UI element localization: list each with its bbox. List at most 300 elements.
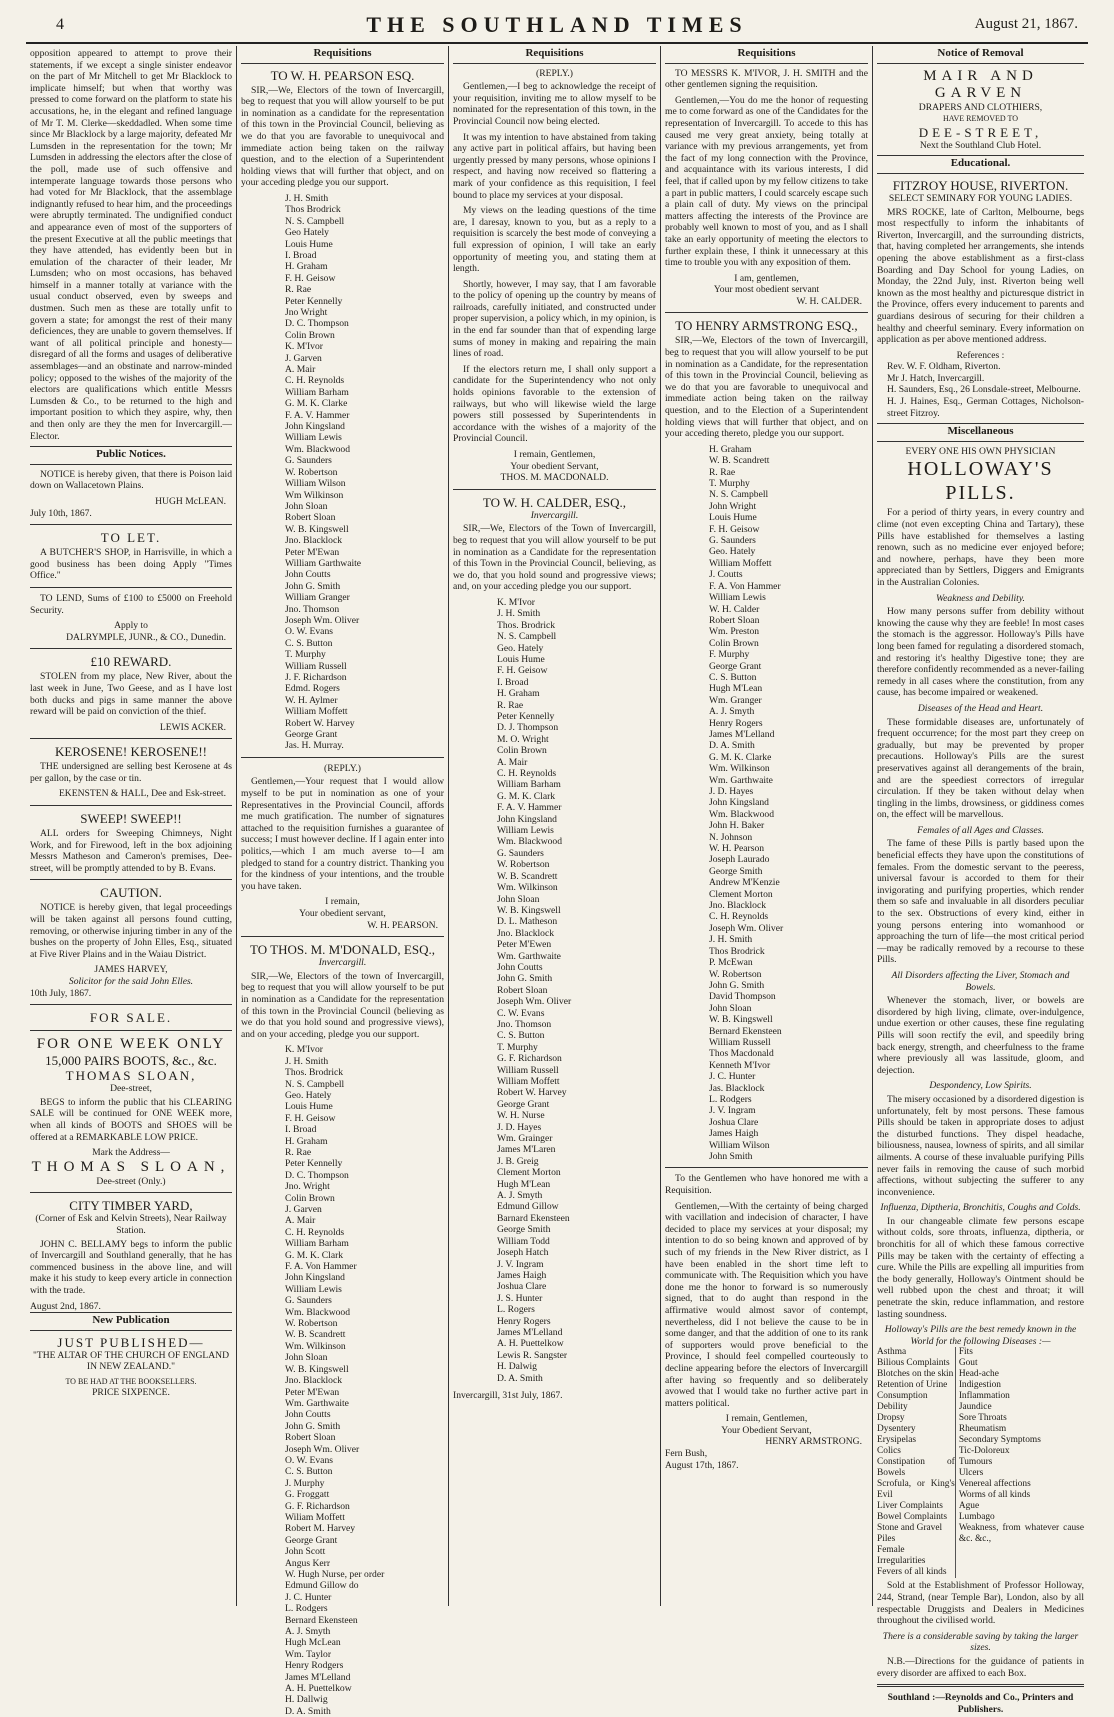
price-line: PRICE SIXPENCE.: [92, 1387, 170, 1399]
holloway-heading: HOLLOWAY'S PILLS.: [907, 458, 1054, 505]
armstrong-obedient: Your Obedient Servant,: [721, 1424, 812, 1436]
new-publication-heading: New Publication: [30, 1312, 232, 1331]
signatory-name: A. Mair: [285, 1215, 316, 1227]
requisitions-heading-2: Requisitions: [241, 46, 444, 64]
pearson-signatories: [241, 193, 444, 752]
macdonald-signature: THOS. M. MACDONALD.: [500, 472, 609, 484]
armstrong-place: Fern Bush,: [665, 1448, 708, 1460]
signatory-name: George Smith: [497, 1224, 551, 1236]
signatory-name: John Coutts: [285, 1409, 331, 1421]
disease-item: Asthma: [877, 1347, 907, 1358]
to-gentlemen-heading: To the Gentlemen who have honored me with a Requisition.: [665, 1173, 868, 1196]
pearson-reply-body: Gentlemen,—Your request that I would allow myself to be put in nomination as one of your Representatives in the Provincial Council, affords me much gratification. The number of signatures attached to the requisition furnishes a guarantee of success; I must however decline. If I again enter into politics,—which I am much averse to—I am pledged to stand for a country district. Thanking you for the kindness of your intentions, and the trouble you have taken.: [241, 776, 444, 892]
signatory-name: George Grant: [285, 1534, 338, 1546]
signatory-name: Peter Kennelly: [285, 295, 343, 307]
page-columns: [26, 46, 1088, 1717]
signatory-name: Henry Rodgers: [285, 1660, 344, 1672]
masthead: [26, 10, 1088, 44]
macdonald-reply-p1: Gentlemen,—I beg to acknowledge the receipt of your requisition, inviting me to allow myself to be nominated for the representation of this town, in the Provincial Council now being elected.: [453, 81, 656, 127]
signatory-name: Bernard Ekensteen: [285, 1614, 358, 1626]
signatory-name: John G. Smith: [497, 973, 553, 985]
armstrong-date: August 17th, 1867.: [665, 1459, 739, 1471]
signatory-name: D. L. Matheson: [497, 916, 558, 928]
signatory-name: John Scott: [285, 1546, 326, 1558]
disease-item: Tumours: [958, 1457, 993, 1468]
signatory-name: Jas. Blacklock: [709, 1082, 765, 1094]
signatory-name: William Barham: [497, 779, 561, 791]
printer-imprint: Southland :—Reynolds and Co., Printers and Publishers.: [887, 1692, 1074, 1715]
disease-item: Indigestion: [958, 1380, 1001, 1391]
sloan-big-name: THOMAS SLOAN,: [31, 1158, 231, 1175]
signatory-name: I. Broad: [285, 1124, 317, 1136]
signatory-name: Joseph Wm. Oliver: [497, 996, 572, 1008]
signatory-name: Louis Hume: [497, 653, 545, 665]
signatory-name: John Sloan: [285, 500, 328, 512]
signatory-name: K. M'Ivor: [285, 341, 323, 353]
signatory-name: William Granger: [285, 592, 350, 604]
signatory-name: Jno. Blacklock: [709, 900, 767, 912]
pearson-reply-label: (REPLY.): [324, 762, 361, 774]
reference-item: H. J. Haines, Esq., German Cottages, Nicholson-street Fitzroy.: [887, 396, 1084, 419]
disease-item: Scrofula, or King's Evil: [877, 1479, 955, 1501]
disease-item: Sore Throats: [958, 1413, 1007, 1424]
to-calder-place: Invercargill.: [530, 509, 579, 521]
signatory-name: F. H. Geisow: [285, 1112, 336, 1124]
signatory-name: D. J. Thompson: [497, 722, 559, 734]
signatory-name: John G. Smith: [709, 979, 765, 991]
signatory-name: A. H. Puettelkow: [285, 1683, 352, 1695]
signatory-name: Geo. Hately: [497, 642, 544, 654]
sweep-heading: SWEEP! SWEEP!!: [80, 811, 182, 827]
signatory-name: Jno. Thomson: [285, 603, 340, 615]
signatory-name: Geo. Hately: [709, 546, 756, 558]
signatory-name: W. B. Scandrett: [285, 1329, 346, 1341]
signatory-name: A. J. Smyth: [709, 706, 755, 718]
to-calder-heading: TO W. H. CALDER, ESQ.,: [482, 494, 627, 510]
signatory-name: Colin Brown: [285, 329, 335, 341]
holloway-sub7: Holloway's Pills are the best remedy known in the World for the following Diseases :—: [884, 1324, 1077, 1347]
signatory-name: J. H. Smith: [285, 1055, 329, 1067]
signatory-name: Geo Hately: [285, 227, 329, 239]
signatory-name: W. Hugh Nurse, per order: [285, 1569, 385, 1580]
signatory-name: James Haigh: [497, 1269, 547, 1281]
macdonald-reply-p5: If the electors return me, I shall only support a candidate for the Superintendency who not only holds opinions favorable to the extension of railways, but who will likewise wield the large powers still possessed by Superintendents in accordance with the wishes of a majority of the Provincial Council.: [453, 363, 656, 445]
signatory-name: Jno Wright: [285, 307, 328, 318]
signatory-name: William Todd: [497, 1235, 550, 1247]
sloan-body: BEGS to inform the public that his CLEARING SALE will be continued for ONE WEEK more, when all kinds of BOOTS and SHOES will be offered at a REMARKABLE LOW PRICE.: [30, 1096, 232, 1143]
signatory-name: John G. Smith: [285, 1420, 341, 1432]
signatory-name: N. S. Campbell: [285, 1078, 345, 1090]
signatory-name: Clement Morton: [709, 888, 773, 900]
signatory-name: George Grant: [497, 1098, 550, 1110]
signatory-name: L. Rodgers: [285, 1603, 328, 1615]
signatory-name: J. H. Smith: [285, 192, 329, 204]
signatory-name: H. Graham: [709, 443, 752, 455]
signatory-name: Wm. Garthwaite: [285, 1397, 349, 1409]
signatory-name: James M'Laren: [497, 1144, 556, 1156]
signatory-name: Thos. Brodrick: [285, 1067, 344, 1079]
macdonald-reply-label: (REPLY.): [536, 67, 573, 79]
signatory-name: A. Mair: [285, 364, 316, 376]
removal-heading: Notice of Removal: [877, 46, 1084, 64]
signatory-name: D. A. Smith: [497, 1372, 543, 1384]
removed-line: HAVE REMOVED TO: [942, 114, 1019, 124]
signatory-name: H. Graham: [497, 688, 540, 700]
signatory-name: J. C. Hunter: [709, 1071, 756, 1083]
signatory-name: J. H. Smith: [709, 934, 753, 946]
signatory-name: John Kingsland: [285, 421, 345, 433]
signatory-name: H. Graham: [285, 261, 328, 273]
signatory-name: H. Graham: [285, 1135, 328, 1147]
disease-item: Fevers of all kinds: [877, 1567, 947, 1578]
poison-signature: HUGH McLEAN.: [155, 495, 226, 507]
signatory-name: G. Saunders: [285, 1295, 332, 1307]
signatory-name: W. H. Aylmer: [285, 694, 338, 706]
signatory-name: Robert Sloan: [285, 512, 336, 524]
holloway-sub4: All Disorders affecting the Liver, Stomach and Bowels.: [891, 970, 1070, 993]
signatory-name: Wiliam Moffett: [285, 1511, 345, 1523]
signatory-name: J. D. Hayes: [497, 1121, 542, 1133]
signatory-name: Lewis R. Sangster: [497, 1349, 568, 1361]
calder-reply-body: Gentlemen,—You do me the honor of requesting me to come forward as one of the Candidates for the representation of Invercargill. To accede to this has caused me very great anxiety, being totally at variance with my previous arrangements, yet from the fact of my long connection with the Province, and acquaintance with its various interests, I did feel, that if called upon by my fellow citizens to take a part in public matters, I could scarcely escape such a plain call of duty. My views on the principal matters affecting the interests of the Province are probably well known to most of you, and as I shall take an early opportunity of meeting the electors to further explain these, I think it unnecessary at this time to trouble you with any exposition of them.: [665, 94, 868, 269]
signatory-name: James M'Lelland: [285, 1671, 351, 1683]
signatory-name: Robert Sloan: [285, 1432, 336, 1444]
signatory-name: Wm. Preston: [709, 626, 760, 638]
holloway-nb: N.B.—Directions for the guidance of patients in every disorder are affixed to each Box.: [877, 1655, 1084, 1679]
signatory-name: W. Robertson: [497, 859, 550, 871]
signatory-name: David Thompson: [709, 991, 776, 1003]
signatory-name: W. Robertson: [285, 466, 338, 478]
signatory-name: William Russell: [709, 1036, 771, 1048]
signatory-name: John Wright: [709, 500, 757, 512]
signatory-name: John Sloan: [497, 893, 540, 905]
signatory-name: William Moffett: [285, 706, 348, 718]
signatory-name: Thos. Brodrick: [497, 619, 556, 631]
diseases-table: [877, 1347, 1084, 1578]
disease-item: Ague: [958, 1501, 980, 1512]
disease-item: Female Irregularities: [877, 1545, 926, 1567]
signatory-name: F. H. Geisow: [285, 272, 336, 284]
macdonald-requisition: SIR,—We, Electors of the town of Invercargill, beg to request that you will allow yourself to be put in nomination as a Candidate for the representation of this town in the Provincial Council (believing as we do that you hold sound and progressive views), and on your acceding, pledge you our support.: [241, 970, 444, 1040]
signatory-name: W. H. Pearson: [709, 843, 765, 855]
signatory-name: Colin Brown: [497, 745, 547, 757]
signatory-name: Joshua Clare: [497, 1281, 547, 1293]
signatory-name: N. S. Campbell: [497, 631, 557, 643]
signatory-name: W. B. Scandrett: [497, 870, 558, 882]
signatory-name: N. S. Campbell: [285, 215, 345, 227]
drapers-line: DRAPERS AND CLOTHIERS,: [918, 101, 1043, 113]
signatory-name: M. O. Wright: [497, 733, 549, 745]
signatory-name: W. Robertson: [709, 968, 762, 980]
disease-item: Bowel Complaints: [877, 1512, 948, 1523]
seminary-heading: SELECT SEMINARY FOR YOUNG LADIES.: [888, 192, 1073, 204]
signatory-name: G. Saunders: [497, 847, 544, 859]
signatory-name: A. H. Puettelkow: [497, 1338, 564, 1350]
signatory-name: W. B. Kingswell: [497, 904, 561, 916]
miscellaneous-heading: Miscellaneous: [877, 423, 1084, 442]
signatory-name: Wm. Blackwood: [497, 836, 563, 848]
calder-requisition: SIR,—We, Electors of the Town of Invercargill, beg to request that you will allow yourself to be put in nomination as a Candidate for the representation of this Town in the Provincial Council, believing, as we do, that you hold sound and progressive views; and, on your acceding pledge you our support.: [453, 523, 656, 593]
to-macdonald-heading: TO THOS. M. M'DONALD, ESQ.,: [250, 942, 435, 958]
kerosene-heading: KEROSENE! KEROSENE!!: [54, 744, 207, 760]
signatory-name: William Russell: [497, 1064, 559, 1076]
signatory-name: Joshua Clare: [709, 1116, 759, 1128]
caution-date: 10th July, 1867.: [30, 987, 92, 999]
signatory-name: G. M. K. Clark: [497, 790, 556, 802]
disease-item: Stone and Gravel: [877, 1523, 943, 1534]
signatory-name: Thos Macdonald: [709, 1048, 774, 1060]
signatory-name: C. S. Button: [709, 671, 757, 683]
signatory-name: William Lewis: [497, 825, 554, 837]
pearson-obedient: Your obedient servant,: [299, 907, 386, 919]
signatory-name: Edmund Gillow do: [285, 1580, 359, 1592]
signatory-name: Colin Brown: [285, 1192, 335, 1204]
to-mivor-heading: TO MESSRS K. M'IVOR, J. H. SMITH and the other gentlemen signing the requisition.: [665, 67, 868, 91]
signatory-name: W. B. Scandrett: [709, 455, 770, 467]
signatory-name: K. M'Ivor: [497, 596, 535, 608]
disease-item: Consumption: [877, 1391, 928, 1402]
signatory-name: G. Froggatt: [285, 1489, 330, 1501]
signatory-name: Wm Wilkinson: [285, 489, 344, 501]
signatory-name: Wm. Garthwaite: [709, 774, 773, 786]
disease-item: Retention of Urine: [877, 1380, 948, 1391]
signatory-name: N. Johnson: [709, 831, 753, 843]
signatory-name: Joseph Wm. Oliver: [285, 1443, 360, 1455]
pearson-requisition: SIR,—We, Electors of the town of Invercargill, beg to request that you will allow yourself to be put in nomination as a candidate for the representation of this town in the Provincial Council, believing as we do that you are favorable to unequivocal and immediate action being taken on the railway question, and to the election of a Superintendent holding views that will further that object, and on your acceding pledge you our support.: [241, 84, 444, 189]
to-armstrong-heading: TO HENRY ARMSTRONG ESQ.,: [675, 318, 858, 334]
signatory-name: C. H. Reynolds: [709, 911, 769, 923]
holloway-sub2: Diseases of the Head and Heart.: [917, 702, 1044, 714]
signatory-name: Barnard Ekensteen: [497, 1212, 570, 1224]
holloway-sub6: Influenza, Diptheria, Bronchitis, Coughs and Colds.: [880, 1202, 1081, 1214]
sloan-address: Dee-street (Only.): [96, 1175, 166, 1187]
diseases-left: [877, 1347, 955, 1578]
signatory-name: Henry Rogers: [709, 717, 763, 729]
to-macdonald-place: Invercargill.: [318, 957, 367, 969]
for-sale-heading: FOR SALE.: [89, 1010, 173, 1026]
disease-item: Head-ache: [958, 1369, 999, 1380]
signatory-name: William Moffett: [497, 1076, 560, 1087]
signatory-name: C. W. Evans: [497, 1007, 545, 1019]
holloway-p6: The misery occasioned by a disordered digestion is unfortunately, felt by most persons. These famous Pills should be taken in appropriate doses to adjust the disturbed functions. They dispel headache, biliousness, nausea, lowness of spirits, and all similar ailments. A course of these invaluable purifying Pills never fails in removing the cause of such morbid affections, without subjecting the sufferer to any inconvenience.: [877, 1093, 1084, 1198]
signatory-name: F. Murphy: [709, 649, 750, 661]
calder-requisition-date: Invercargill, 31st July, 1867.: [453, 1389, 563, 1401]
signatory-name: T. Murphy: [285, 649, 326, 661]
signatory-name: William Lewis: [709, 592, 766, 604]
signatory-name: Hugh McLean: [285, 1637, 341, 1649]
signatory-name: C. S. Button: [497, 1030, 545, 1042]
armstrong-requisition: SIR,—We, Electors of the town of Invercargill, beg to request that you will allow yourself to be put in nomination as a Candidate, for the representation of this town in the Provincial Council, believing as we do that you are favorable to unequivocal and immediate action being taken on the railway question, and to the Election of a Superintendent holding views that will further that object, and on your acceding thereto, pledge you our support.: [665, 335, 868, 440]
signatory-name: N. S. Campbell: [709, 489, 769, 501]
signatory-name: Peter M'Ewen: [497, 939, 552, 951]
kerosene-body: THE undersigned are selling best Kerosene at 4s per gallon, by the case or tin.: [30, 761, 232, 784]
signatory-name: G. Saunders: [709, 535, 756, 547]
signatory-name: Andrew M'Kenzie: [709, 877, 780, 889]
reference-item: Mr J. Hatch, Invercargill.: [887, 372, 985, 384]
signatory-name: Wm. Granger: [709, 694, 762, 706]
disease-item: Inflammation: [958, 1391, 1010, 1402]
booksellers-line: TO BE HAD AT THE BOOKSELLERS.: [65, 1376, 197, 1386]
signatory-name: James Haigh: [709, 1128, 759, 1140]
signatory-name: William Russell: [285, 660, 347, 672]
signatory-name: William Barham: [285, 386, 349, 398]
signatory-name: Wm. Taylor: [285, 1648, 332, 1660]
holloway-p4: The fame of these Pills is partly based upon the beneficial effects they have upon the constitutions of females. From the domestic servant to the peeress, universal favour is accorded to them for their invigorating and purifying properties, which render them so safe and invaluable in all disorders peculiar to the sex. Obstructions of every kind, either in young persons entering into womanhood or approaching the turn of life—the most critical period—may be radically removed by a recourse to these Pills.: [877, 838, 1084, 966]
signatory-name: William Barham: [285, 1238, 349, 1250]
signatory-name: G. M. K. Clark: [285, 1249, 344, 1261]
disease-item: Weakness, from whatever cause &c. &c.,: [958, 1523, 1084, 1545]
elector-letter: opposition appeared to attempt to prove their statements, if we except a single sinister endeavor on the part of Mr Mitchell to get Mr Blacklock to implicate himself; but when that worthy was pressed to come forward on the platform to state his accusations, he, in the elegant and refined language of Mr T. M. Clerke—skeddadled. When some time since Mr Blacklock by a large majority, defeated Mr Lumsden in the representation for the town; Mr Lumsden in addressing the electors after the close of the poll, made use of such offensive and intemperate language towards those persons who had voted for Mr Blacklock, that the assemblage indignantly refused to hear him, and the proceedings were abruptly terminated. The undignified conduct and appearance even of most of the supporters of the present Executive at all the public meetings that they have attended, has evidently been but in emulation of the character of their leader, Mr Lumsden; who on most occasions, has behaved himself in a manner totally at variance with the usual conduct observed, even by sweeps and dustmen. Such men as these are totally unfit to govern a state; for amongst the rest of their many deficiences, they are unable to govern themselves. If want of all political principle and honesty—disregard of all the forms and usages of deliberative assemblages—and an obstinate and narrow-minded policy; opposed to the wishes of the majority of the electors are qualifications which entitle Messrs Lumsden & Co., to be returned to the high and important position to which they aspire, why, then and then only are they the men for Invercargill.—Elector.: [30, 48, 232, 442]
signatory-name: Thos Brodrick: [709, 945, 765, 957]
signatory-name: William Wilson: [285, 478, 346, 490]
signatory-name: Edmund Gillow: [497, 1201, 559, 1213]
signatory-name: J. H. Smith: [497, 608, 541, 620]
signatory-name: William Lewis: [285, 432, 342, 444]
signatory-name: A. Mair: [497, 756, 528, 768]
signatory-name: G. M. K. Clarke: [709, 751, 772, 763]
signatory-name: R. Rae: [285, 1146, 312, 1158]
kerosene-signature: EKENSTEN & HALL, Dee and Esk-street.: [58, 788, 226, 800]
macdonald-signatories: [241, 1044, 444, 1717]
armstrong-reply-body: Gentlemen,—With the certainty of being charged with vacillation and indecision of character, I have decided to place my services at your disposal; my intention to do so being known and approved of by such of my friends in the New River district, as I have been enabled in the short time left to communicate with. The Requisition which you have done me the honor to forward is so numerously signed, that to do aught than respond in the affirmative would almost savor of contempt, nevertheless, did I not believe the cause to be in some danger, and that the addition of one to its rank of supporters would prove beneficial to the Province, I should feel compelled courteously to decline appearing before the electors of Invercargill after having so frequently and so deliberately avowed that I would take no further active part in matters political.: [665, 1200, 868, 1409]
signatory-name: J. Garven: [285, 1204, 322, 1215]
signatory-name: John Sloan: [709, 1002, 752, 1014]
signatory-name: Peter Kennelly: [285, 1158, 343, 1170]
signatory-name: P. McEwan: [709, 957, 753, 969]
requisitions-heading-3: Requisitions: [453, 46, 656, 64]
signatory-name: A. J. Smyth: [285, 1626, 331, 1638]
references-heading: References :: [956, 349, 1005, 361]
disease-item: Debility: [877, 1402, 908, 1413]
signatory-name: John Kingsland: [709, 797, 769, 809]
holloway-sub1: Weakness and Debility.: [936, 592, 1025, 604]
holloway-sold: Sold at the Establishment of Professor Holloway, 244, Strand, (near Temple Bar), London, also by all respectable Druggists and Dealers in Medicines throughout the civilised world.: [877, 1580, 1084, 1627]
signatory-name: C. H. Reynolds: [497, 768, 557, 780]
holloway-saving: There is a considerable saving by taking the larger sizes.: [882, 1630, 1079, 1654]
to-lend-body: TO LEND, Sums of £100 to £5000 on Freehold Security.: [30, 592, 232, 616]
signatory-name: Edmd. Rogers: [285, 683, 340, 695]
macdonald-obedient: Your obedient Servant,: [510, 460, 599, 472]
newspaper-title: THE SOUTHLAND TIMES: [366, 12, 748, 37]
signatory-name: Wm. Wilkinson: [709, 763, 770, 775]
signatory-name: O. W. Evans: [285, 626, 333, 638]
signatory-name: Bernard Ekensteen: [709, 1025, 782, 1037]
signatory-name: Wm. Garthwaite: [497, 950, 561, 962]
signatory-name: F. A. Von Hammer: [285, 1261, 357, 1273]
holloway-p3: These formidable diseases are, unfortunately of frequent occurrence; for the most part they creep on gradually, but may be prevented by proper precautions. Holloway's Pills are the surest preservatives against all derangements of the brain, and are the speediest correctors of irregular circulation. If they be taken without delay when tingling in the limbs, drowsiness, or giddiness comes on, the effect will be marvellous.: [877, 716, 1084, 821]
holloway-p7: In our changeable climate few persons escape without colds, sore throats, influenza, diptheria, or bronchitis for all of which these famous corrective Pills may be taken with the certainty of effecting a cure. While the Pills are expelling all impurities from the body generally, Holloway's Ointment should be well rubbed upon the chest and throat; it will penetrate the skin, reduce inflammation, and restore lasting soundness.: [877, 1215, 1084, 1320]
bellamy-body: JOHN C. BELLAMY begs to inform the public of Invercargill and Southland generally, that he has commenced business in the above line, and will make it his study to keep every article in connection with the trade.: [30, 1238, 232, 1296]
signatory-name: G. F. Richardson: [285, 1500, 350, 1512]
disease-item: Gout: [958, 1358, 978, 1369]
signatory-name: L. Rogers: [497, 1304, 535, 1316]
caution-signature: JAMES HARVEY,: [94, 964, 168, 976]
signatory-name: J. V. Ingram: [497, 1258, 544, 1270]
sweep-body: ALL orders for Sweeping Chimneys, Night Work, and for Firewood, left in the box adjoining Messrs Matheson and Cameron's premises, Dee-street, will be promptly attended to by B. Evans.: [30, 828, 232, 874]
holloway-p5: Whenever the stomach, liver, or bowels are disordered by high living, climate, over-indulgence, undue exertion or other causes, these fine regulating Pills will soon rectify the evil, and speedily bring back energy, strength, and cheerfulness to the frame where previously all was lassitude, gloom, and dejection.: [877, 995, 1084, 1076]
signatory-name: John Coutts: [497, 961, 543, 973]
holloway-sub5: Despondency, Low Spirits.: [929, 1080, 1032, 1092]
sloan-street: Dee-street,: [110, 1083, 152, 1095]
signatory-name: Robert M. Harvey: [285, 1523, 356, 1535]
signatory-name: Robert Sloan: [497, 984, 548, 996]
signatory-name: Colin Brown: [709, 637, 759, 649]
signatory-name: J. C. Hunter: [285, 1591, 332, 1603]
signatory-name: R. Rae: [285, 284, 312, 296]
signatory-name: C. S. Button: [285, 1466, 333, 1478]
signatory-name: Angus Kerr: [285, 1557, 331, 1569]
caution-body: NOTICE is hereby given, that legal proceedings will be taken against all persons found cutting, removing, or otherwise injuring timber in any of the bushes on the property of John Elles, Esq., situated at Five River Plains and in the Waiau District.: [30, 902, 232, 960]
signatory-name: Joseph Hatch: [497, 1247, 549, 1259]
rocke-body: MRS ROCKE, late of Carlton, Melbourne, begs most respectfully to inform the inhabitants of Riverton, Invercargill, and the surrounding districts, that, having completed her arrangements, she intends opening the above establishment as a first-class Boarding and Day School for young Ladies, on Monday, the 22nd July, inst. Riverton being well known as the most healthy and picturesque district in the Province, offers every inducement to parents and guardians desirous of securing for their children a healthy and cheerful seminary. Every information on application as per above mentioned address.: [877, 206, 1084, 346]
signatory-name: Thos Brodrick: [285, 204, 341, 216]
signatory-name: John Sloan: [285, 1352, 328, 1364]
signatory-name: J. Garven: [285, 352, 322, 364]
signatory-name: L. Rodgers: [709, 1093, 752, 1105]
macdonald-reply-p2: It was my intention to have abstained from taking any active part in political affairs, but having been urgently pressed by many persons, whose opinions I respect, and having now received so flattering a mark of your confidence as this requisition, I feel bound to place my services at your disposal.: [453, 131, 656, 201]
public-notices-heading: Public Notices.: [30, 446, 232, 465]
disease-item: Fits: [958, 1347, 973, 1358]
signatory-name: F. A. V. Hammer: [285, 409, 350, 421]
signatory-name: Wm. Blackwood: [709, 808, 775, 820]
signatory-name: James M'Lelland: [497, 1326, 563, 1338]
sloan-mark-address: Mark the Address—: [92, 1147, 170, 1159]
signatory-name: Wm. Wilkinson: [285, 1340, 346, 1352]
educational-heading: Educational.: [877, 155, 1084, 174]
fitzroy-heading: FITZROY HOUSE, RIVERTON.: [892, 177, 1069, 193]
signatory-name: John Coutts: [285, 569, 331, 581]
signatory-name: Jno. Thomson: [497, 1018, 552, 1030]
disease-item: Worms of all kinds: [958, 1490, 1031, 1501]
to-let-body: A BUTCHER'S SHOP, in Harrisville, in which a good business has been doing Apply "Times Office.": [30, 547, 232, 582]
signatory-name: Robert W. Harvey: [497, 1087, 567, 1099]
signatory-name: H. Dalwig: [497, 1361, 537, 1373]
signatory-name: G. M. K. Clarke: [285, 398, 348, 410]
signatory-name: R. Rae: [709, 466, 736, 478]
signatory-name: W. B. Kingswell: [285, 1363, 349, 1375]
reference-item: H. Saunders, Esq., 26 Lonsdale-street, Melbourne.: [887, 384, 1081, 396]
signatory-name: Henry Rogers: [497, 1315, 551, 1327]
signatory-name: Robert Sloan: [709, 614, 760, 626]
signatory-name: C. S. Button: [285, 637, 333, 649]
calder-obedient: Your most obedient servant: [713, 284, 820, 296]
signatory-name: Wm. Blackwood: [285, 443, 351, 455]
signatory-name: Joseph Wm. Oliver: [709, 922, 784, 934]
signatory-name: Peter M'Ewan: [285, 1386, 340, 1398]
signatory-name: D. A. Smith: [285, 1705, 331, 1717]
signatory-name: F. H. Geisow: [709, 523, 760, 535]
signatory-name: James M'Lelland: [709, 728, 775, 740]
signatory-name: Jno. Blacklock: [285, 1375, 343, 1387]
signatory-name: George Grant: [709, 660, 762, 672]
signatory-name: John Kingsland: [497, 813, 557, 825]
signatory-name: Kenneth M'Ivor: [709, 1059, 771, 1071]
holloway-p2: How many persons suffer from debility without knowing the cause why they are feeble! In most cases the stomach is the aggressor. Holloway's Pills have long been famed for regulating a disordered stomach, and restoring it's healthy Digestive tone; they are therefore confidently recommended as a never-failing remedy in all cases where the constitution, from any cause, has become impaired or weakened.: [877, 606, 1084, 699]
signatory-name: D. A. Smith: [709, 740, 755, 752]
signatory-name: Louis Hume: [709, 512, 757, 524]
poison-date: July 10th, 1867.: [30, 507, 92, 519]
pearson-signature: W. H. PEARSON.: [367, 919, 438, 931]
column-1: [26, 46, 236, 1606]
signatory-name: Louis Hume: [285, 238, 333, 250]
reward-signature: LEWIS ACKER.: [159, 721, 226, 733]
signatory-name: Joseph Wm. Oliver: [285, 614, 360, 626]
dee-street-line: DEE-STREET,: [918, 124, 1043, 140]
signatory-name: Robert W. Harvey: [285, 717, 355, 729]
disease-item: Dysentery: [877, 1424, 916, 1435]
signatory-name: Jno. Wright: [285, 1181, 330, 1193]
signatory-name: Louis Hume: [285, 1101, 333, 1113]
